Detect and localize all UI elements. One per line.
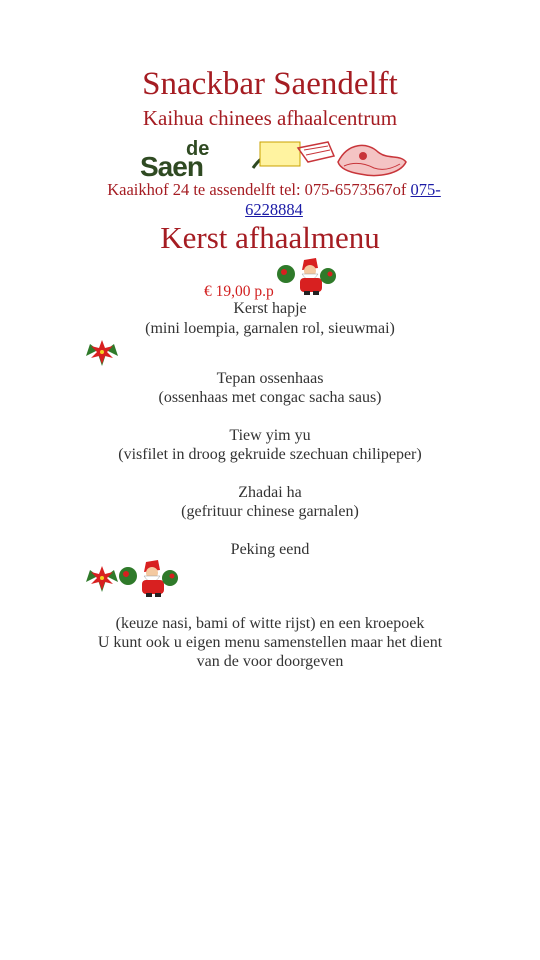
logo-text-main: Saen: [140, 151, 203, 180]
menu-price: € 19,00 p.p: [204, 283, 274, 300]
restaurant-title: Snackbar Saendelft: [142, 66, 398, 102]
phone-link[interactable]: 075-6228884: [245, 180, 441, 219]
santa-icon: [276, 256, 338, 296]
item-name: Tiew yim yu: [229, 427, 311, 444]
poinsettia-icon: [82, 562, 122, 594]
footer-line: U kunt ook u eigen menu samenstellen maar het dient: [97, 634, 443, 651]
poinsettia-icon: [82, 336, 122, 368]
menu-title: Kerst afhaalmenu: [160, 220, 380, 255]
item-desc: (ossenhaas met congac sacha saus): [158, 389, 382, 406]
footer-line: (keuze nasi, bami of witte rijst) en een kroepoek: [115, 615, 425, 632]
address-line: [84, 180, 464, 220]
logo-text-top: de: [186, 138, 210, 160]
de-saen-logo: [138, 138, 410, 180]
item-name: Peking eend: [230, 541, 310, 558]
item-name: Zhadai ha: [238, 484, 302, 501]
item-name: Tepan ossenhaas: [216, 370, 324, 387]
footer-line: van de voor doorgeven: [196, 653, 344, 670]
santa-icon: [118, 558, 180, 598]
item-name: Kerst hapje: [233, 300, 307, 317]
item-desc: (mini loempia, garnalen rol, sieuwmai): [145, 320, 395, 337]
restaurant-subtitle: Kaihua chinees afhaalcentrum: [142, 106, 398, 130]
dragon-icon: [338, 145, 406, 175]
item-desc: (visfilet in droog gekruide szechuan chilipeper): [118, 446, 422, 463]
address-text: Kaaikhof 24 te assendelft tel: 075-6573567of: [107, 180, 411, 199]
item-desc: (gefrituur chinese garnalen): [181, 503, 359, 520]
